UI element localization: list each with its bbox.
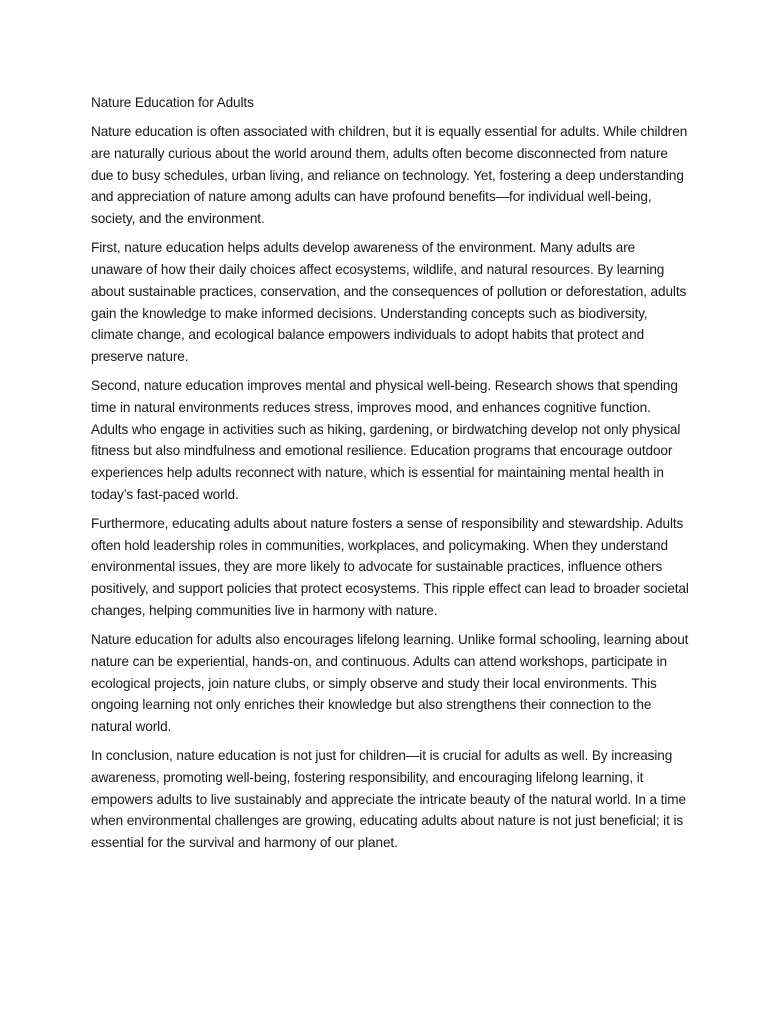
paragraph-awareness: First, nature education helps adults develop awareness of the environment. Many adults are unaware of how their daily choices affect ecosystems, wildlife, and natural resources. By learning about sustainable practices, conservation, and the consequences of pollution or deforestation, adults gain the knowledge to make informed decisions. Understanding concepts such as biodiversity, climate change, and ecological balance empowers individuals to adopt habits that protect and preserve nature. bbox=[91, 240, 687, 364]
paragraph-intro: Nature education is often associated with children, but it is equally essential for adults. While children are naturally curious about the world around them, adults often become disconnected from nature due to busy schedules, urban living, and reliance on technology. Yet, fostering a deep understanding and appreciation of nature among adults can have profound benefits—for individual well-being, society, and the environment. bbox=[91, 124, 688, 227]
paragraph-responsibility: Furthermore, educating adults about nature fosters a sense of responsibility and stewardship. Adults often hold leadership roles in communities, workplaces, and policymaking. When they understand environmental issues, they are more likely to advocate for sustainable practices, influence others positively, and support policies that protect ecosystems. This ripple effect can lead to broader societal changes, helping communities live in harmony with nature. bbox=[91, 516, 689, 618]
paragraph-conclusion: In conclusion, nature education is not just for children—it is crucial for adults as well. By increasing awareness, promoting well-being, fostering responsibility, and encouraging lifelong learning, it empowers adults to live sustainably and appreciate the intricate beauty of the natural world. In a time when environmental challenges are growing, educating adults about nature is not just beneficial; it is essential for the survival and harmony of our planet. bbox=[91, 748, 686, 851]
document-title: Nature Education for Adults bbox=[91, 95, 254, 110]
document-body bbox=[91, 92, 689, 861]
paragraph-well-being: Second, nature education improves mental and physical well-being. Research shows that spending time in natural environments reduces stress, improves mood, and enhances cognitive function. Adults who engage in activities such as hiking, gardening, or birdwatching develop not only physical fitness but also mindfulness and emotional resilience. Education programs that encourage outdoor experiences help adults reconnect with nature, which is essential for maintaining mental health in today’s fast-paced world. bbox=[91, 378, 681, 502]
paragraph-lifelong-learning: Nature education for adults also encourages lifelong learning. Unlike formal schooling, learning about nature can be experiential, hands-on, and continuous. Adults can attend workshops, participate in ecological projects, join nature clubs, or simply observe and study their local environments. This ongoing learning not only enriches their knowledge but also strengthens their connection to the natural world. bbox=[91, 632, 689, 734]
